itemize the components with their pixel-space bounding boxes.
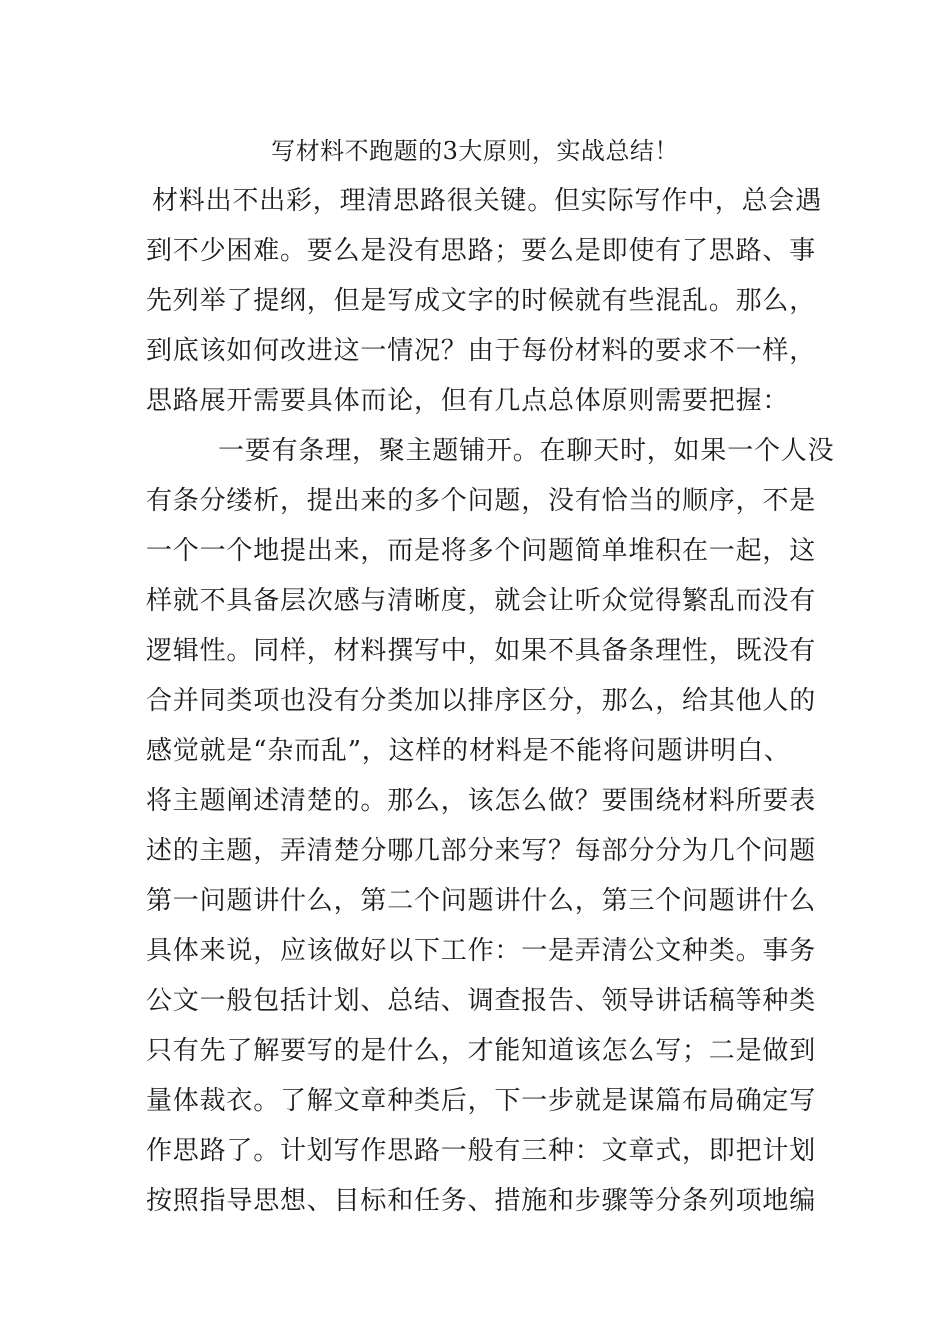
text-line: 有条分缕析，提出来的多个问题，没有恰当的顺序，不是 [146, 486, 817, 516]
text-line: 作思路了。计划写作思路一般有三种：文章式，即把计划 [146, 1136, 817, 1166]
text-line: 感觉就是“杂而乱”，这样的材料是不能将问题讲明白、 [146, 736, 791, 766]
text-line: 述的主题，弄清楚分哪几部分来写？每部分分为几个问题 [146, 836, 817, 866]
paragraph-start-line: 一要有条理，聚主题铺开。在聊天时，如果一个人没 [218, 436, 835, 466]
text-line: 先列举了提纲，但是写成文字的时候就有些混乱。那么， [146, 286, 817, 316]
text-line: 思路展开需要具体而论，但有几点总体原则需要把握： [146, 386, 790, 416]
text-line: 具体来说，应该做好以下工作：一是弄清公文种类。事务 [146, 936, 817, 966]
text-line: 第一问题讲什么，第二个问题讲什么，第三个问题讲什么 [146, 886, 817, 916]
text-line: 只有先了解要写的是什么，才能知道该怎么写；二是做到 [146, 1036, 817, 1066]
text-line: 样就不具备层次感与清晰度，就会让听众觉得繁乱而没有 [146, 586, 817, 616]
text-line: 逻辑性。同样，材料撰写中，如果不具备条理性，既没有 [146, 636, 817, 666]
document-body [146, 176, 835, 1226]
text-line: 将主题阐述清楚的。那么，该怎么做？要围绕材料所要表 [146, 786, 817, 816]
document-title: 写材料不跑题的3大原则，实战总结！ [271, 137, 679, 165]
text-line: 材料出不出彩，理清思路很关键。但实际写作中，总会遇 [152, 186, 823, 216]
text-line: 一个一个地提出来，而是将多个问题简单堆积在一起，这 [146, 536, 817, 566]
text-line: 按照指导思想、目标和任务、措施和步骤等分条列项地编 [146, 1186, 817, 1216]
text-line: 合并同类项也没有分类加以排序区分，那么，给其他人的 [146, 686, 817, 716]
text-line: 公文一般包括计划、总结、调查报告、领导讲话稿等种类 [146, 986, 817, 1016]
text-line: 到不少困难。要么是没有思路；要么是即使有了思路、事 [146, 236, 817, 266]
text-line: 到底该如何改进这一情况？由于每份材料的要求不一样， [146, 336, 817, 366]
text-line: 量体裁衣。了解文章种类后，下一步就是谋篇布局确定写 [146, 1086, 817, 1116]
